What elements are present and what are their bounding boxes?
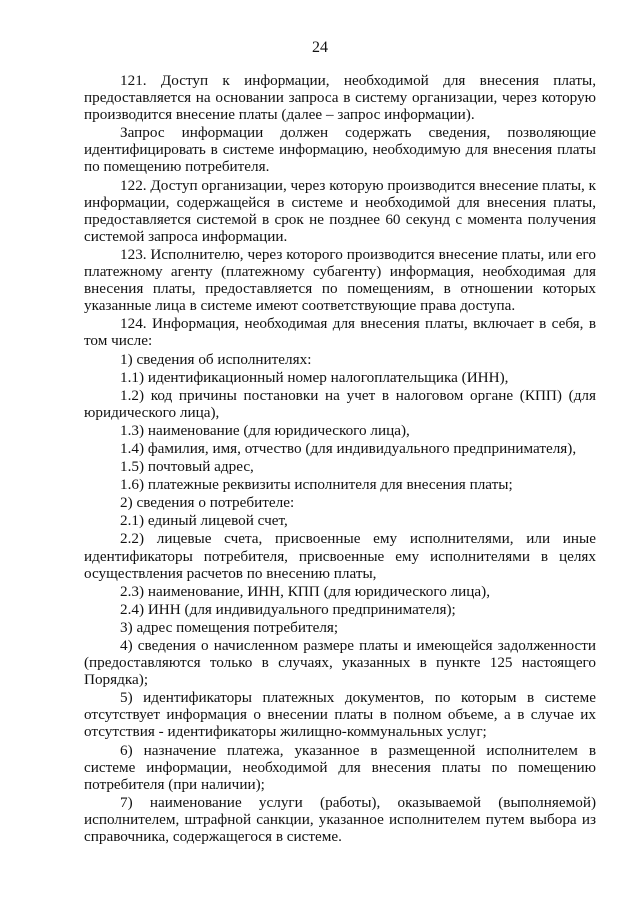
paragraph-121: 121. Доступ к информации, необходимой для внесения платы, предоставляется на основании запроса в систему организации, через которую производится внесение платы (далее – запрос информации). xyxy=(84,72,596,124)
list-item-4: 4) сведения о начисленном размере платы и имеющейся задолженности (предоставляются только в случаях, указанных в пункте 125 настоящего Порядка); xyxy=(84,637,596,689)
list-item-2-3: 2.3) наименование, ИНН, КПП (для юридического лица), xyxy=(120,582,491,600)
paragraph-122: 122. Доступ организации, через которую производится внесение платы, к информации, содержащейся в системе и необходимой для внесения платы, предоставляется системой в срок не позднее 60 секунд с момента получения системой запроса информации. xyxy=(84,176,597,245)
list-item-1-4: 1.4) фамилия, имя, отчество (для индивидуального предпринимателя), xyxy=(120,439,577,457)
list-item-1-5: 1.5) почтовый адрес, xyxy=(120,458,254,476)
list-item-6: 6) назначение платежа, указанное в размещенной исполнителем в системе информации, необходимой для внесения платы по помещению потребителя (при наличии); xyxy=(84,741,596,793)
list-item-2-1: 2.1) единый лицевой счет, xyxy=(120,512,288,530)
paragraph-123: 123. Исполнителю, через которого производится внесение платы, или его платежному агенту (платежному субагенту) информация, необходимая для внесения платы, предоставляется по помещениям, в отношении которых указанные лица в системе имеют соответствующие права доступа. xyxy=(84,245,596,315)
list-item-3: 3) адрес помещения потребителя; xyxy=(120,618,339,636)
document-body xyxy=(84,72,596,845)
list-item-1-2: 1.2) код причины постановки на учет в налоговом органе (КПП) (для юридического лица), xyxy=(84,386,596,421)
paragraph-request-content: Запрос информации должен содержать сведения, позволяющие идентифицировать в системе информацию, необходимую для внесения платы по помещению потребителя. xyxy=(84,124,596,176)
list-item-1-6: 1.6) платежные реквизиты исполнителя для внесения платы; xyxy=(120,476,513,494)
list-item-2-4: 2.4) ИНН (для индивидуального предпринимателя); xyxy=(120,600,456,618)
paragraph-124: 124. Информация, необходимая для внесения платы, включает в себя, в том числе: xyxy=(84,315,596,350)
list-item-2: 2) сведения о потребителе: xyxy=(120,494,295,512)
list-item-1-1: 1.1) идентификационный номер налогоплательщика (ИНН), xyxy=(120,368,509,386)
list-item-7: 7) наименование услуги (работы), оказываемой (выполняемой) исполнителем, штрафной санкции, указанное исполнителем путем выбора из справочника, содержащегося в системе. xyxy=(84,793,596,846)
list-item-1-3: 1.3) наименование (для юридического лица), xyxy=(120,421,410,439)
list-item-1: 1) сведения об исполнителях: xyxy=(120,350,312,368)
list-item-5: 5) идентификаторы платежных документов, по которым в системе отсутствует информация о внесении платы в полном объеме, а в случае их отсутствия - идентификаторы жилищно-коммунальных услуг; xyxy=(84,689,596,741)
page-number: 24 xyxy=(312,39,328,56)
list-item-2-2: 2.2) лицевые счета, присвоенные ему исполнителями, или иные идентификаторы потребителя, присвоенные ему исполнителями в целях осуществления расчетов по внесению платы, xyxy=(84,530,596,582)
